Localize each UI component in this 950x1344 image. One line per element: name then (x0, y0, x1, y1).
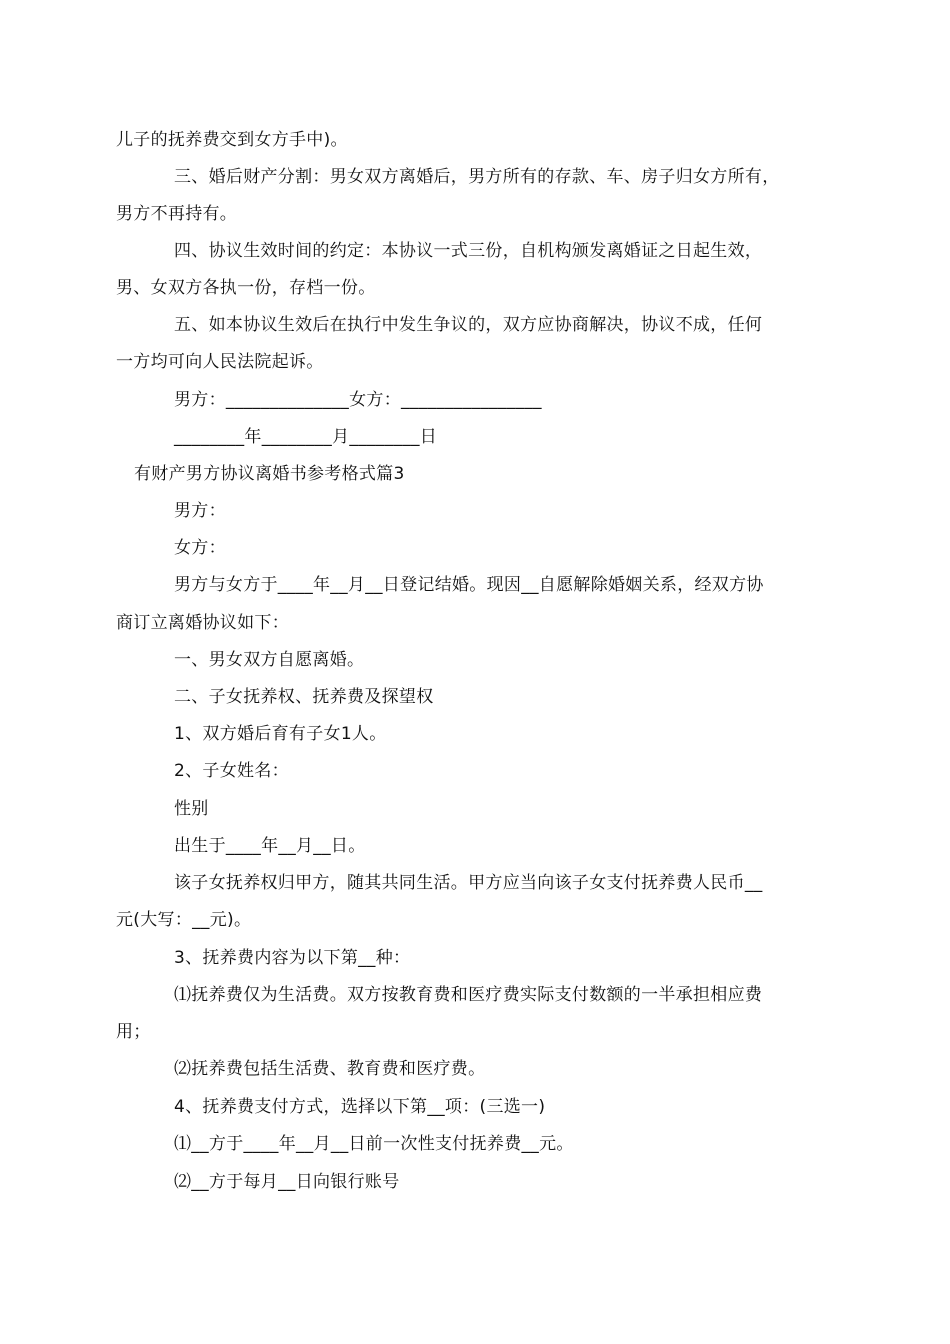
text-line: ⑵__方于每月__日向银行账号 (174, 1172, 400, 1192)
text-line: 男方不再持有。 (116, 204, 238, 224)
text-line: ⑴抚养费仅为生活费。双方按教育费和医疗费实际支付数额的一半承担相应费 (174, 985, 763, 1005)
text-line: 元(大写：__元)。 (116, 910, 252, 930)
text-line: 性别 (174, 799, 209, 819)
text-line: ⑵抚养费包括生活费、教育费和医疗费。 (174, 1059, 486, 1079)
text-line: 儿子的抚养费交到女方手中)。 (116, 130, 348, 150)
text-line: 用； (116, 1022, 151, 1042)
text-line: 三、婚后财产分割：男女双方离婚后，男方所有的存款、车、房子归女方所有， (174, 167, 780, 187)
text-line: 出生于____年__月__日。 (174, 836, 366, 856)
text-line: ⑴__方于____年__月__日前一次性支付抚养费__元。 (174, 1134, 574, 1154)
text-line: 商订立离婚协议如下： (116, 613, 289, 633)
text-line: 一、男女双方自愿离婚。 (174, 650, 365, 670)
text-line: 该子女抚养权归甲方，随其共同生活。甲方应当向该子女支付抚养费人民币__ (174, 873, 763, 893)
text-line: 女方： (174, 538, 226, 558)
text-line: 男方： (174, 501, 226, 521)
signature-line: 男方：______________女方：________________ (174, 390, 542, 410)
text-line: 一方均可向人民法院起诉。 (116, 352, 324, 372)
text-line: 男方与女方于____年__月__日登记结婚。现因__自愿解除婚姻关系，经双方协 (174, 575, 764, 595)
text-line: 五、如本协议生效后在执行中发生争议的，双方应协商解决，协议不成，任何 (174, 315, 763, 335)
text-line: 二、子女抚养权、抚养费及探望权 (174, 687, 434, 707)
text-line: 2、子女姓名： (174, 761, 289, 781)
text-line: 1、双方婚后育有子女1人。 (174, 724, 387, 744)
text-line: 4、抚养费支付方式，选择以下第__项：(三选一) (174, 1097, 546, 1117)
section-title: 有财产男方协议离婚书参考格式篇3 (134, 464, 405, 484)
text-line: 3、抚养费内容为以下第__种： (174, 948, 411, 968)
text-line: 四、协议生效时间的约定：本协议一式三份，自机构颁发离婚证之日起生效， (174, 241, 763, 261)
date-line: ________年________月________日 (174, 427, 438, 447)
text-line: 男、女双方各执一份，存档一份。 (116, 278, 376, 298)
